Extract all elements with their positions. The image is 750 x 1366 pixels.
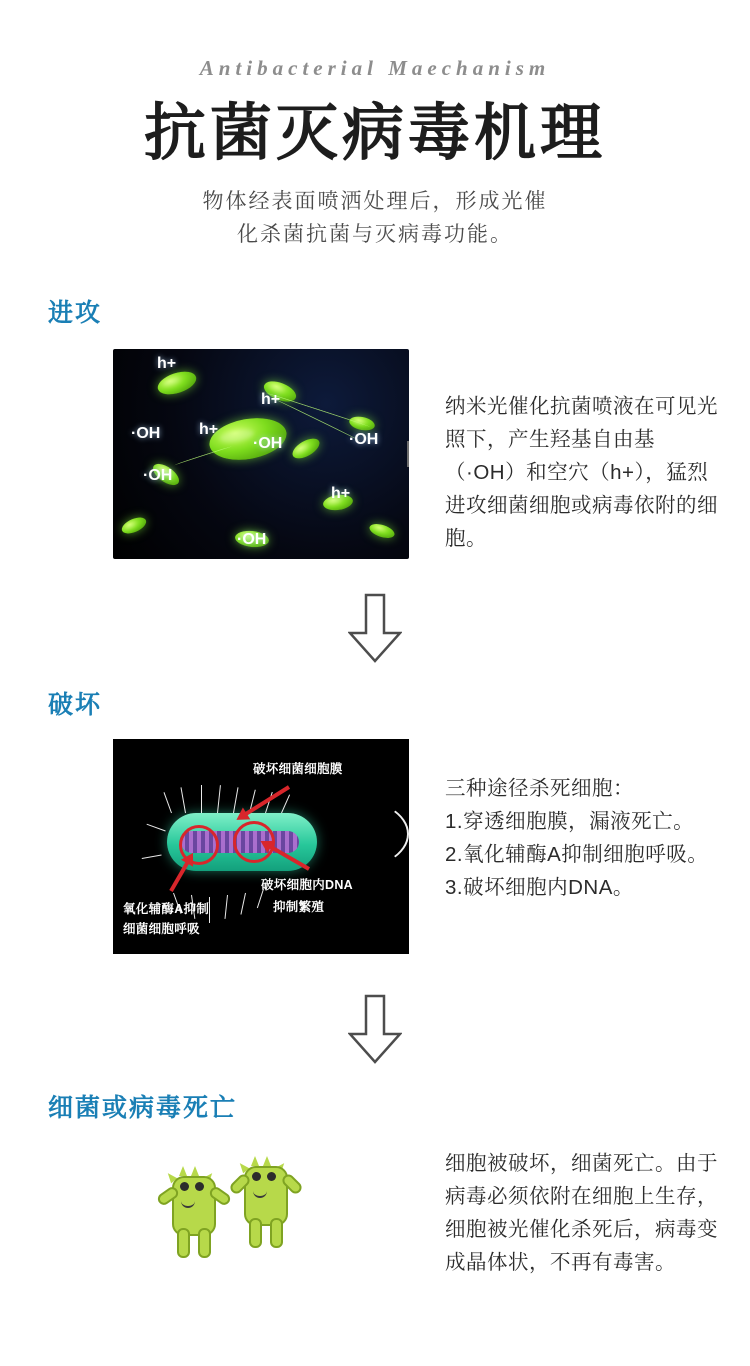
label-oh-2: ·OH bbox=[253, 435, 283, 453]
label-oxidize-coenzyme: 氧化辅酶A抑制 bbox=[123, 902, 210, 917]
bacteria-radicals-figure bbox=[113, 349, 409, 559]
section-death-description-text: 细胞被破坏，细菌死亡。由于病毒必须依附在细胞上生存，细胞被光催化杀死后，病毒变成晶体状，不再有毒害。 bbox=[445, 1152, 718, 1274]
label-destroy-membrane: 破坏细菌细胞膜 bbox=[253, 762, 343, 777]
arrow-1-wrap bbox=[0, 593, 750, 663]
page-header bbox=[0, 0, 750, 251]
label-h-plus-4: h+ bbox=[331, 485, 351, 503]
label-oh-5: ·OH bbox=[237, 531, 267, 549]
section-attack bbox=[0, 293, 750, 559]
page-eyebrow: Antibacterial Maechanism bbox=[199, 56, 551, 80]
section-destroy-description-line-3: 2.氧化辅酶A抑制细胞呼吸。 bbox=[445, 842, 709, 866]
page-title: 抗菌灭病毒机理 bbox=[143, 96, 606, 169]
section-attack-description bbox=[445, 391, 720, 555]
arrow-2-wrap bbox=[0, 994, 750, 1064]
section-destroy-description bbox=[445, 773, 708, 904]
cell-destruction-figure bbox=[113, 739, 409, 954]
label-h-plus-1: h+ bbox=[157, 355, 177, 373]
section-attack-label: 进攻 bbox=[48, 299, 103, 328]
label-h-plus-3: h+ bbox=[199, 421, 219, 439]
section-destroy-description-line-1: 三种途径杀死细胞： bbox=[445, 777, 634, 801]
section-death-description bbox=[445, 1148, 720, 1279]
label-oh-4: ·OH bbox=[143, 467, 173, 485]
section-death-label: 细菌或病毒死亡 bbox=[48, 1094, 238, 1123]
label-inhibit-reproduction: 抑制繁殖 bbox=[273, 900, 325, 915]
dead-germ-characters-figure bbox=[113, 1142, 409, 1292]
page-subtitle-line-2: 化杀菌抗菌与灭病毒功能。 bbox=[237, 222, 513, 246]
label-h-plus-2: h+ bbox=[261, 391, 281, 409]
section-destroy-label: 破坏 bbox=[48, 691, 103, 720]
bacterium-flagellum bbox=[309, 797, 409, 871]
label-cell-respiration: 细菌细胞呼吸 bbox=[123, 922, 200, 937]
section-destroy-description-line-4: 3.破坏细胞内DNA。 bbox=[445, 875, 634, 899]
down-arrow-1-icon bbox=[348, 593, 402, 663]
page-subtitle-line-1: 物体经表面喷洒处理后，形成光催 bbox=[202, 190, 548, 214]
page-subtitle bbox=[0, 186, 750, 251]
label-oh-1: ·OH bbox=[131, 425, 161, 443]
germ-character-1 bbox=[161, 1166, 223, 1262]
label-oh-3: ·OH bbox=[349, 431, 379, 449]
section-destroy bbox=[0, 685, 750, 954]
section-destroy-description-line-2: 1.穿透细胞膜，漏液死亡。 bbox=[445, 810, 695, 834]
down-arrow-2-icon bbox=[348, 994, 402, 1064]
germ-character-2 bbox=[233, 1156, 295, 1252]
section-death bbox=[0, 1088, 750, 1292]
section-attack-description-text: 纳米光催化抗菌喷液在可见光照下，产生羟基自由基（·OH）和空穴（h+），猛烈进攻细菌细胞或病毒依附的细胞。 bbox=[445, 395, 718, 550]
figure-edge-tick bbox=[407, 441, 409, 467]
label-destroy-dna: 破坏细胞内DNA bbox=[261, 878, 353, 893]
